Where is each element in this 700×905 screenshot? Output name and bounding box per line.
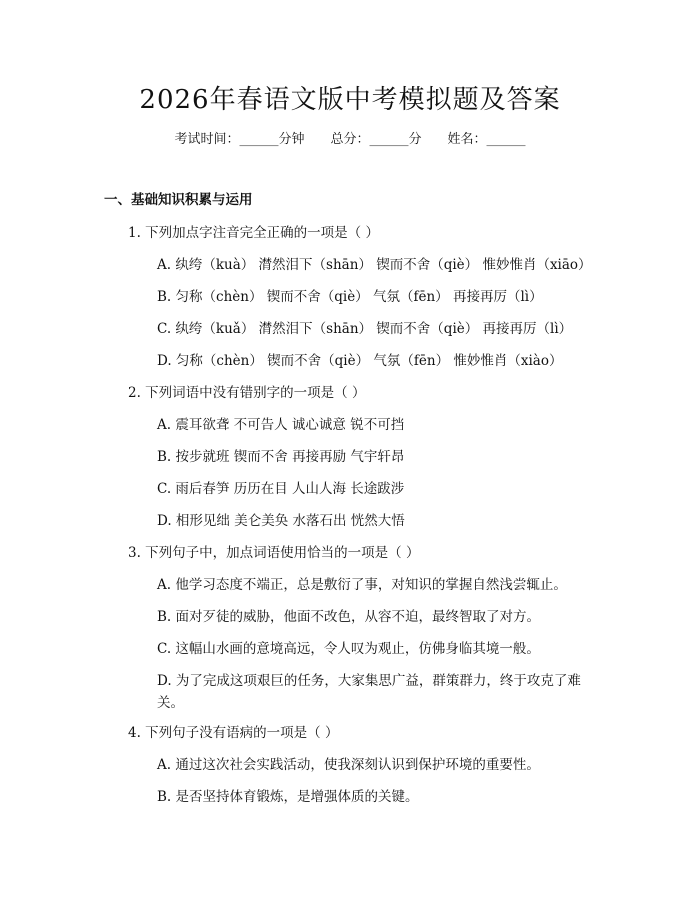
question-2-option-a: A. 震耳欲聋 不可告人 诚心诚意 锐不可挡 xyxy=(157,417,405,433)
exam-meta xyxy=(0,130,700,150)
question-4-stem: 4. 下列句子没有语病的一项是（ ） xyxy=(128,725,339,741)
question-2-option-c: C. 雨后春笋 历历在目 人山人海 长途跋涉 xyxy=(157,481,405,497)
question-4-option-b: B. 是否坚持体育锻炼，是增强体质的关键。 xyxy=(157,789,419,805)
question-1-option-c: C. 纨绔（kuǎ） 潸然泪下（shān） 锲而不舍（qiè） 再接再厉（lì） xyxy=(157,321,573,337)
exam-score-label: 总分：______分 xyxy=(330,132,422,147)
question-1-stem: 1. 下列加点字注音完全正确的一项是（ ） xyxy=(128,225,379,241)
question-3-option-d-text: D. 为了完成这项艰巨的任务，大家集思广益，群策群力，终于攻克了难关。 xyxy=(157,673,581,711)
section-heading: 一、基础知识积累与运用 xyxy=(104,192,253,208)
question-1-option-a: A. 纨绔（kuà） 潸然泪下（shān） 锲而不舍（qiè） 惟妙惟肖（xiāo） xyxy=(157,257,592,273)
exam-time-label: 考试时间：______分钟 xyxy=(174,132,305,147)
question-2-option-d: D. 相形见绌 美仑美奂 水落石出 恍然大悟 xyxy=(157,513,405,529)
question-3-option-d xyxy=(104,670,600,714)
question-1-option-b: B. 匀称（chèn） 锲而不舍（qiè） 气氛（fēn） 再接再厉（lì） xyxy=(157,289,543,305)
question-3-stem: 3. 下列句子中，加点词语使用恰当的一项是（ ） xyxy=(128,545,420,561)
exam-name-label: 姓名：______ xyxy=(447,132,526,147)
question-2-option-b: B. 按步就班 锲而不舍 再接再励 气宇轩昂 xyxy=(157,449,405,465)
question-1-option-d: D. 匀称（chèn） 锲而不舍（qiè） 气氛（fēn） 惟妙惟肖（xiào） xyxy=(157,353,563,369)
question-3-option-b: B. 面对歹徒的威胁，他面不改色，从容不迫，最终智取了对方。 xyxy=(157,609,541,625)
question-3-option-c: C. 这幅山水画的意境高远，令人叹为观止，仿佛身临其境一般。 xyxy=(157,641,540,657)
question-2-stem: 2. 下列词语中没有错别字的一项是（ ） xyxy=(128,385,366,401)
page-title: 2026年春语文版中考模拟题及答案 xyxy=(139,85,561,115)
question-3-option-a: A. 他学习态度不端正，总是敷衍了事，对知识的掌握自然浅尝辄止。 xyxy=(157,577,567,593)
question-4-option-a: A. 通过这次社会实践活动，使我深刻认识到保护环境的重要性。 xyxy=(157,757,540,773)
